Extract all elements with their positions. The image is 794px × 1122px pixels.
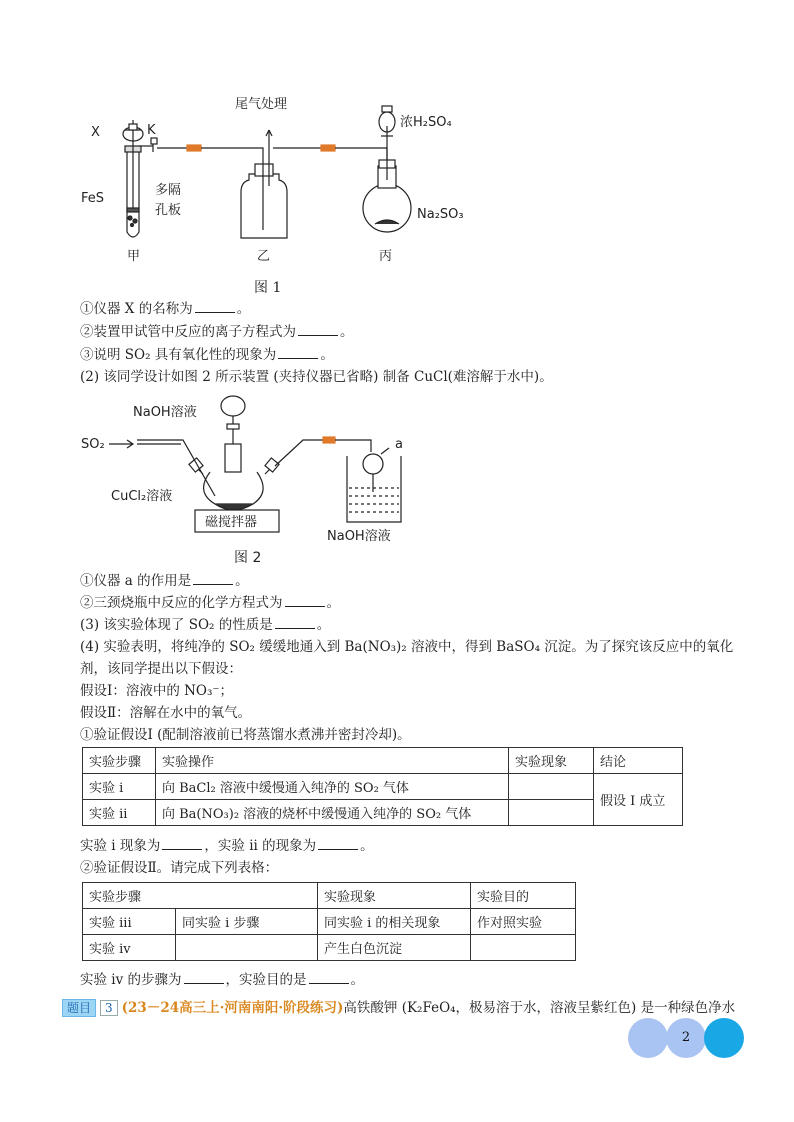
table-cell: 实验 iii — [83, 909, 176, 935]
label-plate-2: 孔板 — [155, 203, 182, 218]
table-cell: 同实验 i 的相关现象 — [318, 909, 471, 935]
question-line: ②三颈烧瓶中反应的化学方程式为 。 — [80, 595, 340, 611]
question-2-line: ②装置甲试管中反应的离子方程式为 。 — [80, 324, 354, 340]
table-header: 实验步骤 — [83, 883, 318, 909]
label-cucl2: CuCl₂溶液 — [111, 489, 173, 504]
table-cell: 向 BaCl₂ 溶液中缓慢通入纯净的 SO₂ 气体 — [156, 774, 509, 800]
table-row — [83, 935, 576, 961]
page-number: 2 — [681, 1030, 691, 1045]
label-sulfite: Na₂SO₃ — [417, 207, 464, 222]
question-source: (23－24高三上·河南南阳·阶段练习) — [121, 1000, 344, 1016]
table-header: 实验步骤 — [83, 748, 156, 774]
label-k: K — [147, 123, 156, 138]
page-circle-decoration — [628, 1018, 668, 1058]
table-row — [83, 909, 576, 935]
table-header: 实验现象 — [318, 883, 471, 909]
table-header-row — [83, 883, 576, 909]
question-line: ①仪器 a 的作用是 。 — [80, 573, 249, 589]
hypothesis-1: 假设Ⅰ：溶液中的 NO₃⁻； — [80, 683, 234, 699]
table-header: 实验现象 — [509, 748, 594, 774]
question-line: (3) 该实验体现了 SO₂ 的性质是 。 — [80, 617, 331, 633]
label-so2: SO₂ — [81, 437, 105, 452]
table-cell — [471, 935, 576, 961]
table-header: 实验目的 — [471, 883, 576, 909]
table-cell: 实验 i — [83, 774, 156, 800]
label-yi: 乙 — [257, 249, 271, 264]
page-circle-decoration — [704, 1018, 744, 1058]
label-x: X — [91, 125, 100, 140]
apparatus-yi — [241, 130, 387, 238]
answer-blank — [278, 346, 318, 359]
table-1-answer-line: 实验 i 现象为 ，实验 ii 的现象为 。 — [80, 838, 374, 854]
label-jia: 甲 — [127, 249, 141, 264]
label-a: a — [395, 437, 403, 452]
table-cell: 实验 ii — [83, 800, 156, 826]
question-text: 高铁酸钾 (K₂FeO₄，极易溶于水，溶液呈紫红色) 是一种绿色净水 — [343, 1000, 736, 1016]
figure-1-apparatus — [75, 90, 495, 270]
table-header: 实验操作 — [156, 748, 509, 774]
table-row — [83, 800, 683, 826]
question-tag: 题目 — [62, 999, 96, 1017]
table-cell — [509, 774, 594, 800]
hypothesis-2: 假设Ⅱ：溶解在水中的氧气。 — [80, 705, 252, 721]
question-part-2: (2) 该同学设计如图 2 所示装置 (夹持仪器已省略) 制备 CuCl(难溶解于水中)。 — [80, 369, 553, 385]
table-cell: 产生白色沉淀 — [318, 935, 471, 961]
table-cell: 同实验 i 步骤 — [176, 909, 318, 935]
label-bing: 丙 — [379, 249, 393, 264]
table-header-row — [83, 748, 683, 774]
table-cell — [176, 935, 318, 961]
question-1-line: ①仪器 X 的名称为 。 — [80, 301, 251, 317]
label-naoh-funnel: NaOH溶液 — [133, 405, 197, 420]
question-number: 3 — [100, 1000, 118, 1016]
answer-blank — [195, 300, 235, 313]
label-exhaust: 尾气处理 — [235, 97, 288, 112]
answer-blank — [184, 971, 224, 984]
label-acid: 浓H₂SO₄ — [400, 115, 452, 130]
next-question-line — [62, 999, 735, 1017]
answer-blank — [162, 837, 202, 850]
table-hypothesis-2 — [82, 882, 576, 961]
answer-blank — [285, 594, 325, 607]
figure-2-apparatus — [75, 392, 435, 542]
answer-blank — [318, 837, 358, 850]
table-cell — [509, 800, 594, 826]
label-plate-1: 多隔 — [155, 183, 182, 198]
label-naoh-beaker: NaOH溶液 — [327, 529, 391, 542]
table-row — [83, 774, 683, 800]
table-cell: 向 Ba(NO₃)₂ 溶液的烧杯中缓慢通入纯净的 SO₂ 气体 — [156, 800, 509, 826]
figure-1-caption: 图 1 — [254, 280, 282, 296]
label-fes: FeS — [81, 191, 105, 206]
question-3-line: ③说明 SO₂ 具有氧化性的现象为 。 — [80, 347, 334, 363]
answer-blank — [275, 616, 315, 629]
conclusion-cell: 假设 I 成立 — [594, 774, 683, 826]
answer-blank — [298, 323, 338, 336]
verify-hypothesis-2: ②验证假设Ⅱ。请完成下列表格： — [80, 860, 279, 876]
apparatus-jia — [123, 120, 263, 237]
table-cell: 实验 iv — [83, 935, 176, 961]
answer-blank — [193, 572, 233, 585]
question-line: (4) 实验表明，将纯净的 SO₂ 缓缓地通入到 Ba(NO₃)₂ 溶液中，得到 BaSO₄ 沉淀。为了探究该反应中的氧化 — [80, 639, 734, 655]
figure-2-caption: 图 2 — [234, 550, 262, 566]
question-line: 剂，该同学提出以下假设： — [80, 661, 242, 677]
table-cell: 作对照实验 — [471, 909, 576, 935]
table-2-answer-line: 实验 iv 的步骤为 ，实验目的是 。 — [80, 972, 365, 988]
verify-hypothesis-1: ①验证假设Ⅰ (配制溶液前已将蒸馏水煮沸并密封冷却)。 — [80, 727, 411, 743]
table-header: 结论 — [594, 748, 683, 774]
answer-blank — [309, 971, 349, 984]
table-hypothesis-1 — [82, 747, 683, 826]
label-stirrer: 磁搅拌器 — [205, 515, 258, 530]
